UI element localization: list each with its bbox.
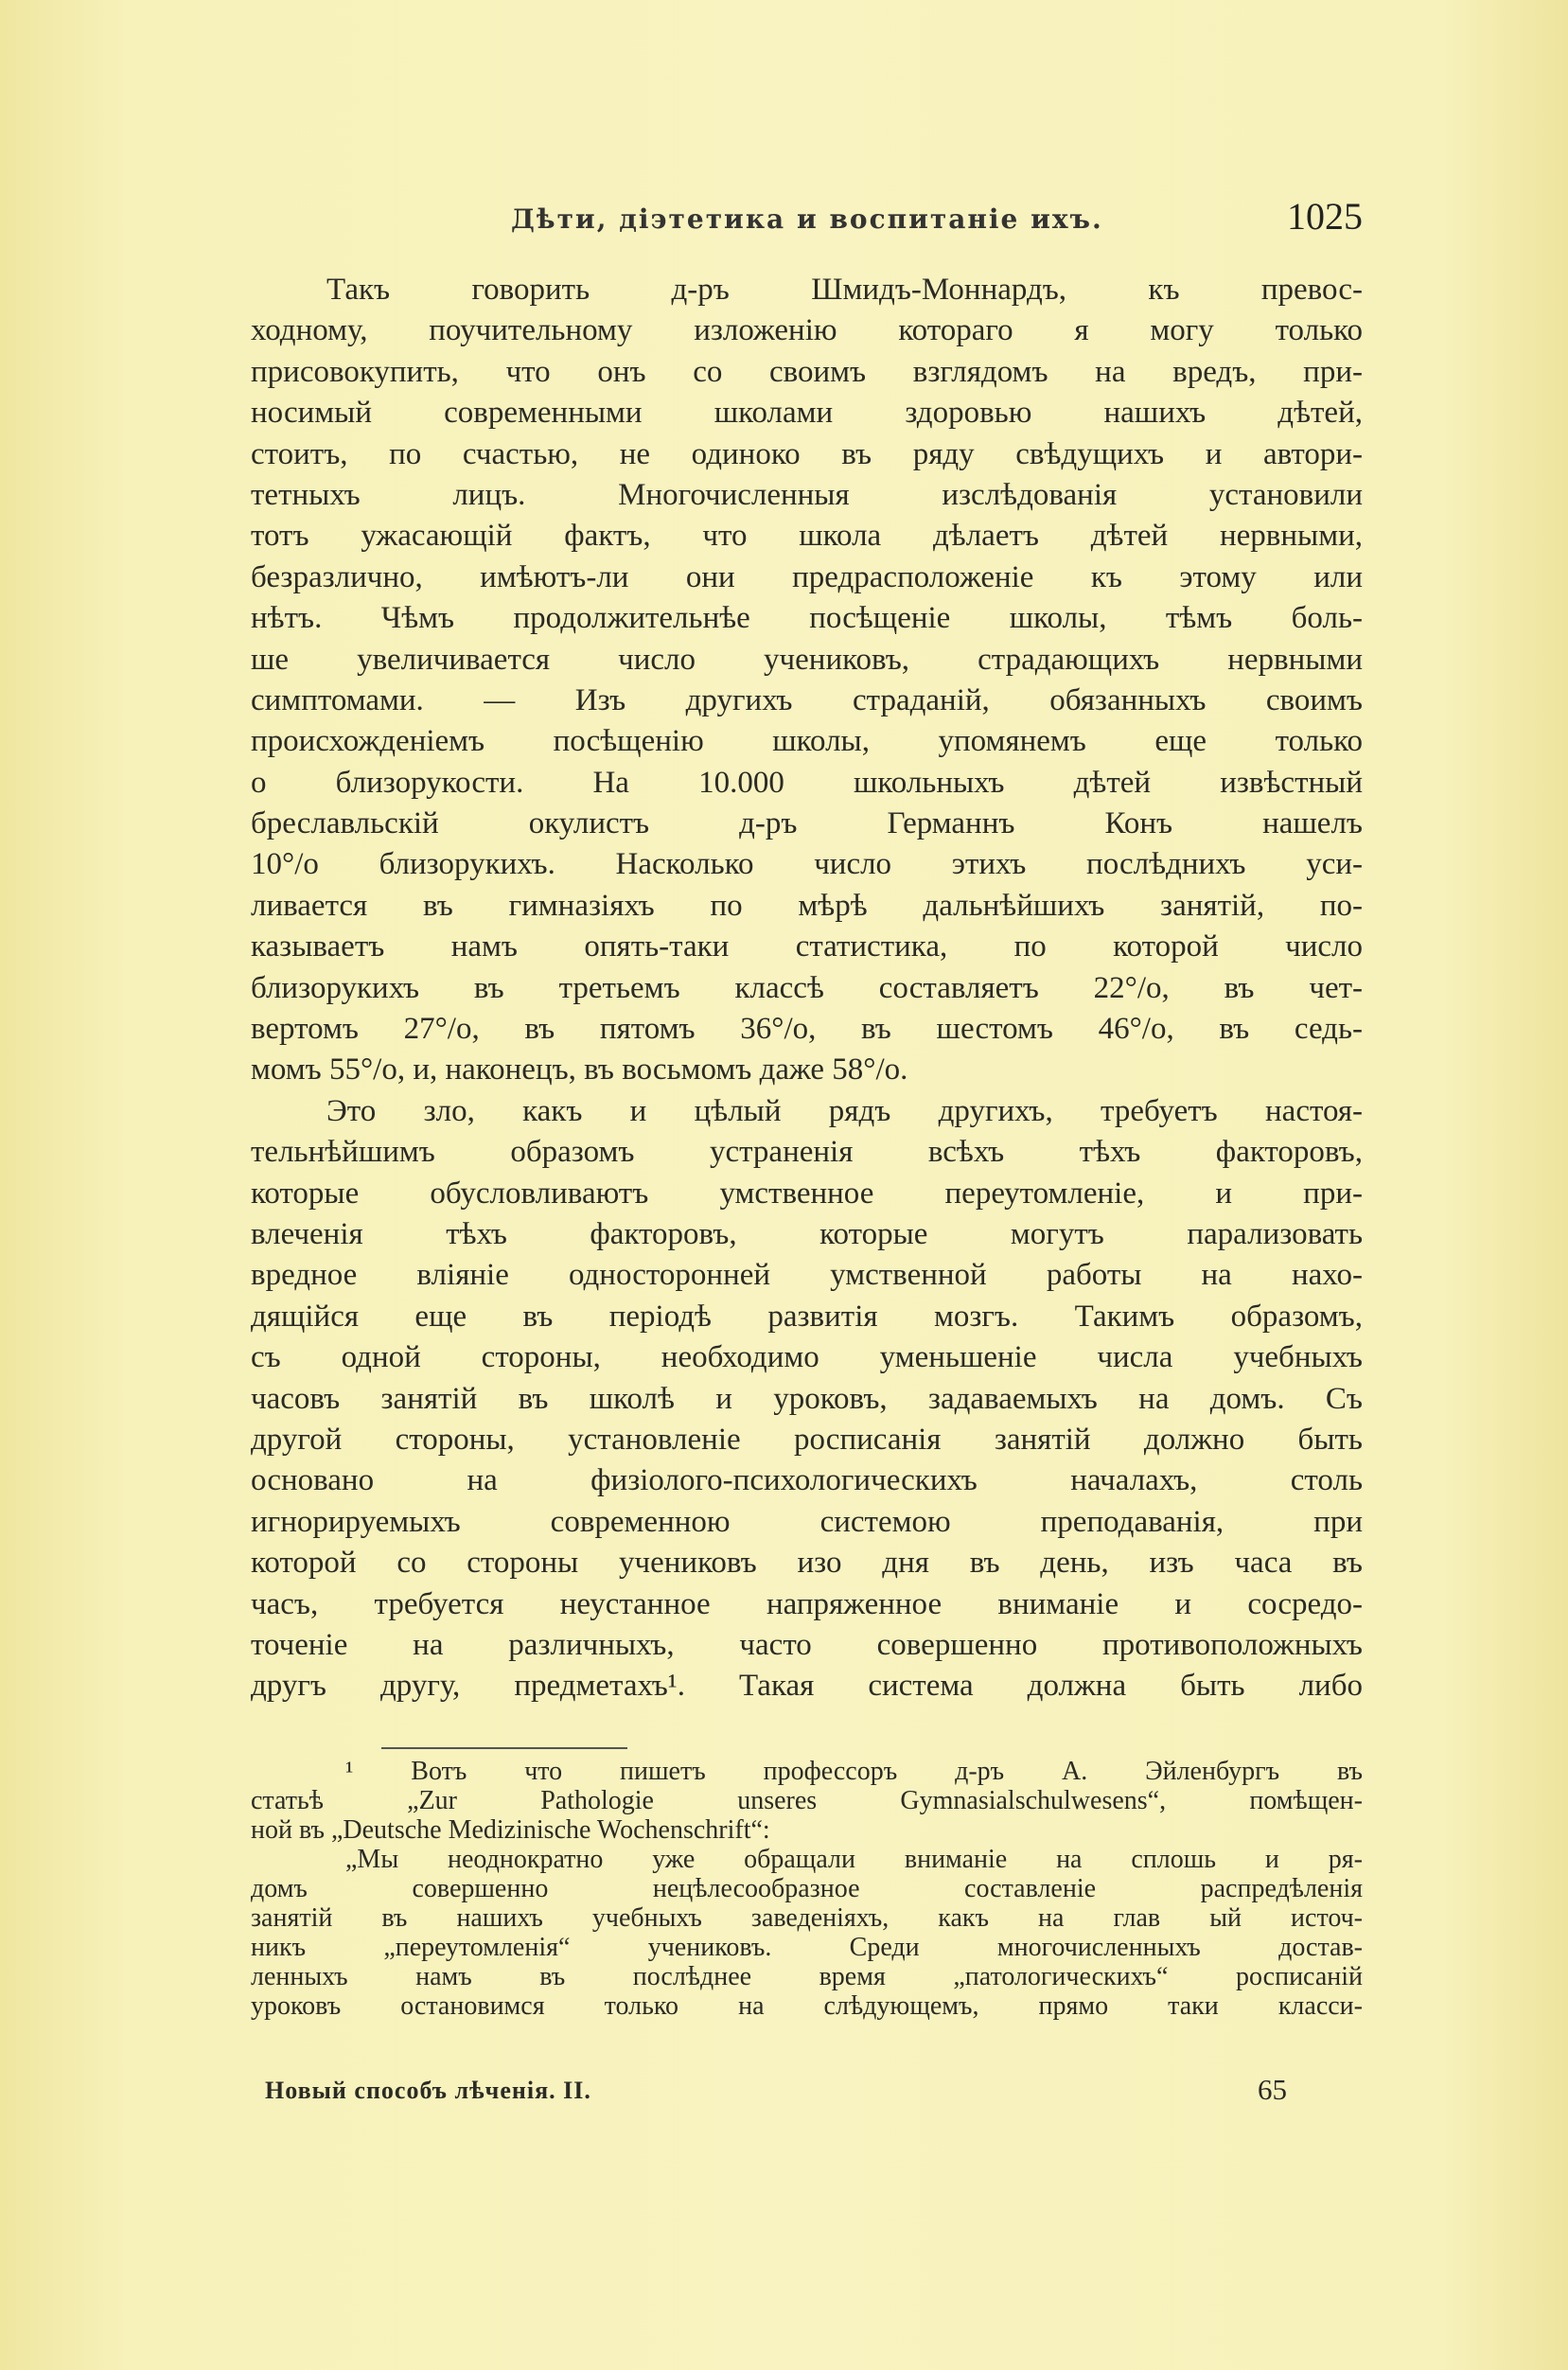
text-line: которой со стороны учениковъ изо дня въ день, изъ часа въ xyxy=(251,1546,1363,1581)
text-line: тетныхъ лицъ. Многочисленныя изслѣдованія установили xyxy=(251,477,1363,512)
text-line: казываетъ намъ опять-таки статистика, по которой число xyxy=(251,929,1363,964)
text-line: другой стороны, установленіе росписанія занятій должно быть xyxy=(251,1422,1363,1457)
text-line: часъ, требуется неустанное напряженное вниманіе и сосредо- xyxy=(251,1586,1363,1621)
footnote-line: никъ „переутомленія“ учениковъ. Среди многочисленныхъ достав- xyxy=(251,1933,1363,1962)
sheet-number: 65 xyxy=(1258,2073,1287,2106)
page-footer xyxy=(265,2073,1287,2111)
text-line: игнорируемыхъ современною системою преподаванія, при xyxy=(251,1504,1363,1539)
text-line: симптомами. — Изъ другихъ страданій, обязанныхъ своимъ xyxy=(251,682,1363,717)
running-head: Дѣти, діэтетика и воспитаніе ихъ. xyxy=(511,203,1103,235)
text-line: влеченія тѣхъ факторовъ, которые могутъ парализовать xyxy=(251,1216,1363,1251)
footnote-line: статьѣ „Zur Pathologie unseres Gymnasialschulwesens“, помѣщен- xyxy=(251,1786,1363,1815)
text-line: точеніе на различныхъ, часто совершенно противоположныхъ xyxy=(251,1627,1363,1662)
text-line: 10°/о близорукихъ. Насколько число этихъ послѣднихъ уси- xyxy=(251,847,1363,882)
footnote-line: ной въ „Deutsche Medizinische Wochenschrift“: xyxy=(251,1815,770,1845)
footnote-line: уроковъ остановимся только на слѣдующемъ, прямо таки класси- xyxy=(251,1991,1363,2021)
footnote-line: занятій въ нашихъ учебныхъ заведеніяхъ, какъ на глав ый источ- xyxy=(251,1903,1363,1933)
footnote-line: ленныхъ намъ въ послѣднее время „патологическихъ“ росписаній xyxy=(251,1962,1363,1991)
footnote-divider xyxy=(381,1747,627,1749)
text-line: тельнѣйшимъ образомъ устраненія всѣхъ тѣхъ факторовъ, xyxy=(251,1135,1363,1170)
text-line: близорукихъ въ третьемъ классѣ составляетъ 22°/о, въ чет- xyxy=(251,970,1363,1005)
page-number: 1025 xyxy=(1287,195,1363,238)
footnote-line: „Мы неоднократно уже обращали вниманіе на сплошь и ря- xyxy=(345,1845,1363,1874)
text-line: основано на физіолого-психологическихъ началахъ, столь xyxy=(251,1463,1363,1498)
signature-mark: Новый способъ лѣченія. II. xyxy=(265,2077,591,2104)
text-line: ливается въ гимназіяхъ по мѣрѣ дальнѣйшихъ занятій, по- xyxy=(251,888,1363,923)
text-line: нѣтъ. Чѣмъ продолжительнѣе посѣщеніе школы, тѣмъ боль- xyxy=(251,601,1363,636)
text-line: вертомъ 27°/о, въ пятомъ 36°/о, въ шестомъ 46°/о, въ седь- xyxy=(251,1012,1363,1047)
text-line: Такъ говорить д-ръ Шмидъ-Моннардъ, къ превос- xyxy=(326,273,1363,307)
footnote-line: ¹ Вотъ что пишетъ профессоръ д-ръ А. Эйленбургъ въ xyxy=(345,1757,1363,1786)
page-header xyxy=(251,194,1363,241)
text-line: Это зло, какъ и цѣлый рядъ другихъ, требуетъ настоя- xyxy=(326,1093,1363,1128)
text-line: часовъ занятій въ школѣ и уроковъ, задаваемыхъ на домъ. Съ xyxy=(251,1381,1363,1416)
footnote-line: домъ совершенно нецѣлесообразное составленіе распредѣленія xyxy=(251,1874,1363,1903)
text-line: ходному, поучительному изложенію котораго я могу только xyxy=(251,313,1363,348)
text-line: вредное вліяніе односторонней умственной работы на нахо- xyxy=(251,1258,1363,1293)
text-line: тотъ ужасающій фактъ, что школа дѣлаетъ дѣтей нервными, xyxy=(251,519,1363,554)
text-line: другъ другу, предметахъ¹. Такая система должна быть либо xyxy=(251,1669,1363,1704)
text-line: съ одной стороны, необходимо уменьшеніе числа учебныхъ xyxy=(251,1340,1363,1375)
text-line: безразлично, имѣютъ-ли они предрасположеніе къ этому или xyxy=(251,559,1363,594)
text-line: ше увеличивается число учениковъ, страдающихъ нервными xyxy=(251,642,1363,677)
text-line: носимый современными школами здоровью нашихъ дѣтей, xyxy=(251,396,1363,431)
text-line: присовокупить, что онъ со своимъ взглядомъ на вредъ, при- xyxy=(251,354,1363,389)
text-line: бреславльскій окулистъ д-ръ Германнъ Конъ нашелъ xyxy=(251,806,1363,841)
main-text xyxy=(251,270,1363,1707)
text-line: которые обусловливаютъ умственное переутомленіе, и при- xyxy=(251,1176,1363,1211)
text-line: дящійся еще въ періодѣ развитія мозгъ. Такимъ образомъ, xyxy=(251,1299,1363,1334)
footnote xyxy=(251,1757,1363,2021)
text-line: о близорукости. На 10.000 школьныхъ дѣтей извѣстный xyxy=(251,765,1363,800)
text-line: момъ 55°/о, и, наконецъ, въ восьмомъ даже 58°/о. xyxy=(251,1052,908,1088)
text-line: происхожденіемъ посѣщенію школы, упомянемъ еще только xyxy=(251,724,1363,759)
text-line: стоитъ, по счастью, не одиноко въ ряду свѣдущихъ и автори- xyxy=(251,436,1363,471)
